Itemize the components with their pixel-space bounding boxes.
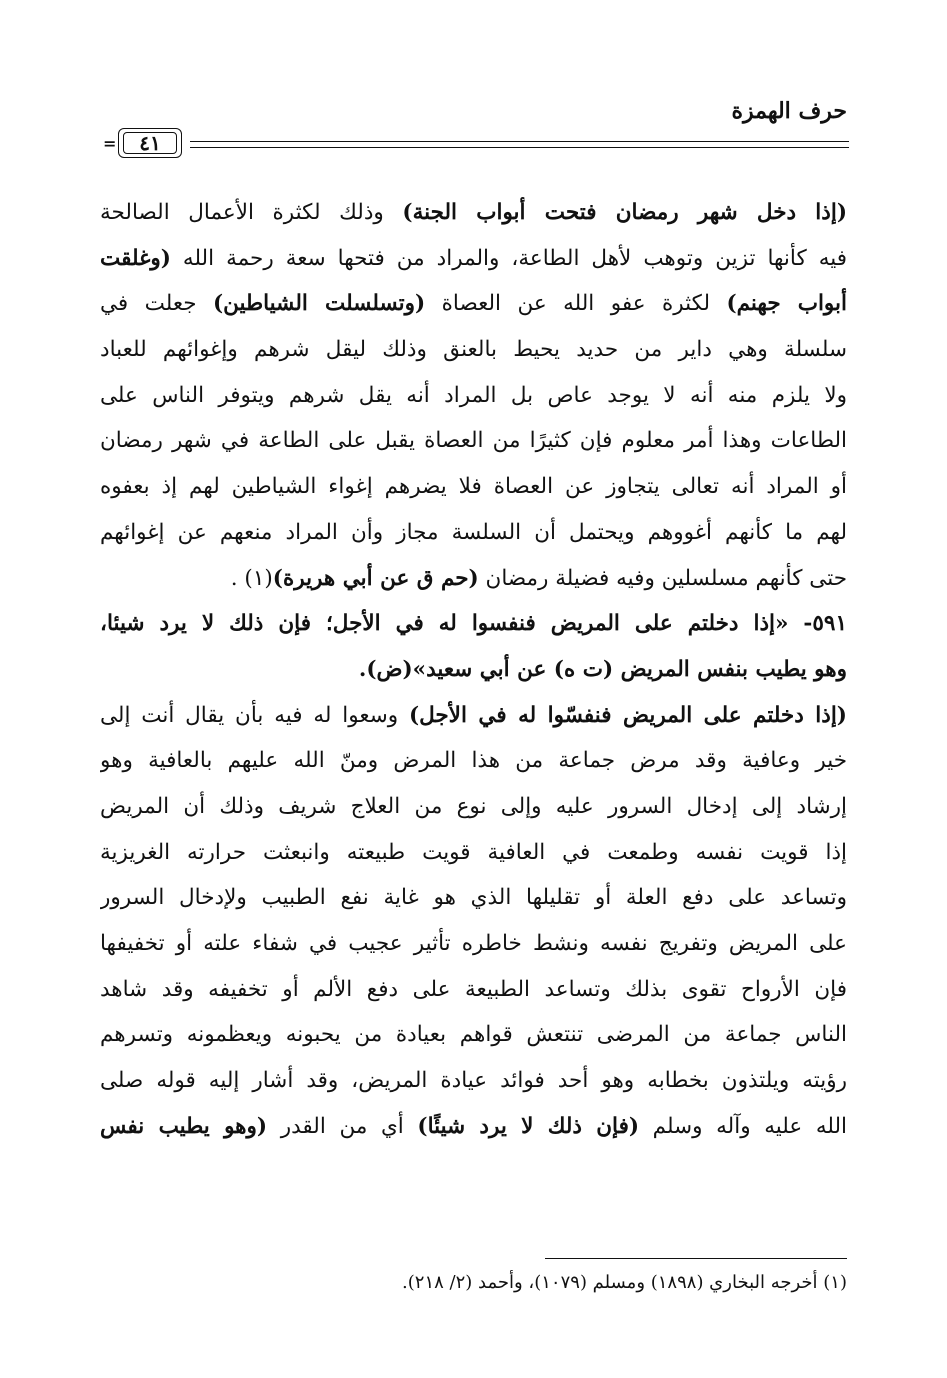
text-line — [100, 784, 847, 830]
text-line — [100, 281, 847, 327]
text-line — [100, 1104, 847, 1150]
text-segment: (١) . — [230, 565, 273, 591]
bold-text-segment: أبواب جهنم) — [726, 291, 847, 317]
page-number-ornament: = — [103, 134, 117, 153]
text-segment: أو المراد أنه تعالى يتجاوز عن العصاة فلا يضرهم إغواء الشياطين لهم إذ بعفوه — [100, 474, 847, 500]
header-rule-double — [190, 147, 849, 148]
text-line — [100, 738, 847, 784]
bold-text-segment: (وغلقت — [100, 245, 171, 271]
bold-text-segment: (وتسلسلت الشياطين) — [212, 291, 426, 317]
text-line — [100, 556, 847, 602]
text-segment: الناس جماعة من المرضى تنتعش قواهم بعيادة من يحبونه ويعظمونه وتسرهم — [100, 1022, 847, 1048]
text-segment: وتساعد على دفع العلة أو تقليلها الذي هو غاية نفع الطبيب ولإدخال السرور — [100, 885, 847, 911]
text-line — [100, 418, 847, 464]
text-segment: حتى كأنهم مسلسلين وفيه فضيلة رمضان — [478, 565, 847, 591]
bold-text-segment: (حم ق عن أبي هريرة) — [272, 565, 479, 591]
bold-text-segment: (إذا دخل شهر رمضان فتحت أبواب الجنة) — [402, 200, 847, 225]
text-segment: ولا يلزم منه أنه لا يوجد عاص بل المراد أنه يقل شرهم ويتوفر الناس على — [100, 382, 847, 408]
text-line — [100, 373, 847, 419]
text-segment: رؤيته ويلتذون بخطابه وهو أحد فوائد عيادة المريض، وقد أشار إليه قوله صلى — [100, 1068, 847, 1094]
bold-text-segment: ٥٩١- «إذا دخلتم على المريض فنفسوا له في الأجل؛ فإن ذلك لا يرد شيئا، — [100, 611, 847, 637]
bold-text-segment: (فإن ذلك لا يرد شيئًا) — [417, 1113, 640, 1139]
text-line — [100, 693, 847, 739]
page-number: ٤١ — [123, 132, 177, 154]
footnote-divider — [545, 1258, 847, 1259]
text-segment: على المريض وتفريج نفسه ونشط خاطره تأثير عجيب في شفاء علته أو تخفيفها — [100, 931, 847, 956]
text-segment: لهم ما كأنهم أغووهم ويحتمل أن السلسة مجاز وأن المراد منعهم عن إغوائهم — [100, 519, 847, 545]
text-line — [100, 647, 847, 693]
text-line — [100, 921, 847, 967]
text-segment: لكثرة عفو الله عن العصاة — [425, 291, 727, 317]
text-line — [100, 1012, 847, 1058]
text-segment: أي من القدر — [267, 1113, 418, 1139]
bold-text-segment: وهو يطيب بنفس المريض (ت ه) عن أبي سعيد»(ض). — [358, 656, 847, 682]
text-segment: سلسلة وهي داير من حديد يحيط بالعنق وذلك ليقل شرهم وإغوائهم للعباد — [100, 337, 847, 363]
text-segment: إرشاد إلى إدخال السرور عليه وإلى نوع من العلاج شريف وذلك أن المريض — [100, 793, 847, 819]
text-segment: الطاعات وهذا أمر معلوم فإن كثيرًا من العصاة يقبل على الطاعة في شهر رمضان — [100, 428, 847, 454]
text-segment: إذا قويت نفسه وطمعت في العافية قويت طبيعته وانبعثت حرارته الغريزية — [100, 839, 847, 865]
text-line — [100, 327, 847, 373]
text-line — [100, 967, 847, 1013]
text-line — [100, 1058, 847, 1104]
text-segment: وسعوا له فيه بأن يقال أنت إلى — [100, 702, 409, 728]
text-line — [100, 830, 847, 876]
text-line — [100, 510, 847, 556]
text-segment: خير وعافية وقد مرض جماعة من هذا المرض ومنّ الله عليهم بالعافية وهو — [100, 748, 847, 774]
text-line — [100, 236, 847, 282]
page-header-title: حرف الهمزة — [731, 98, 847, 124]
text-segment: جعلت في — [100, 291, 213, 317]
text-line — [100, 601, 847, 647]
bold-text-segment: (وهو يطيب نفس — [100, 1113, 268, 1139]
text-segment: فيه كأنها تزين وتوهب لأهل الطاعة، والمراد من فتحها سعة رحمة الله — [170, 245, 847, 271]
footnote: (١) أخرجه البخاري (١٨٩٨) ومسلم (١٠٧٩)، وأحمد (٢/ ٢١٨). — [402, 1272, 847, 1293]
text-segment: وذلك لكثرة الأعمال الصالحة — [100, 200, 403, 225]
text-segment: فإن الأرواح تقوى بذلك وتساعد الطبيعة على دفع الألم أو تخفيفه وقد شاهد — [100, 976, 847, 1002]
header-rule — [190, 141, 849, 142]
text-line — [100, 464, 847, 510]
text-line — [100, 875, 847, 921]
body-text — [100, 190, 847, 1149]
bold-text-segment: (إذا دخلتم على المريض فنفسّوا له في الأجل) — [408, 702, 847, 728]
text-line — [100, 190, 847, 236]
text-segment: الله عليه وآله وسلم — [639, 1113, 847, 1139]
page-number-frame — [118, 128, 182, 158]
